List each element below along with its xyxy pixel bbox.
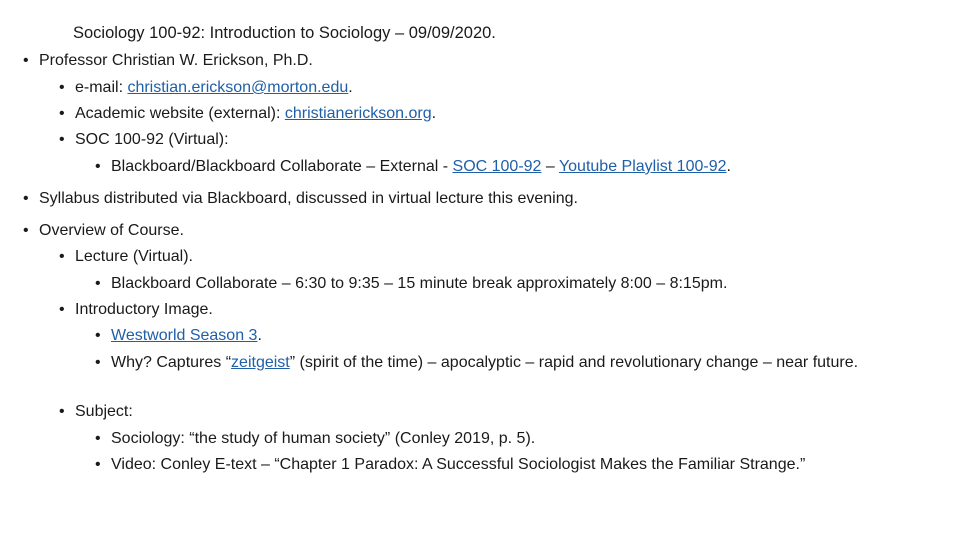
syllabus-item (23, 189, 578, 209)
lecture-text: Lecture (Virtual). (75, 248, 193, 265)
youtube-playlist-link[interactable]: Youtube Playlist 100-92 (558, 158, 727, 175)
bullet: • (23, 190, 29, 207)
westworld-item (95, 326, 262, 346)
collaborate-item (95, 274, 728, 294)
bullet: • (59, 79, 65, 96)
collaborate-text: Blackboard Collaborate – 6:30 to 9:35 – 15 minute break approximately 8:00 – 8:15pm. (111, 275, 728, 292)
bullet: • (95, 456, 101, 473)
bullet: • (95, 275, 101, 292)
professor-text: Professor Christian W. Erickson, Ph.D. (39, 52, 313, 69)
sociology-def-text: Sociology: “the study of human society” (Conley 2019, p. 5). (111, 430, 536, 447)
subject-item (59, 402, 133, 422)
video-text: Video: Conley E-text – “Chapter 1 Paradox: A Successful Sociologist Makes the Familiar Strange.” (111, 456, 806, 473)
blackboard-after: . (726, 158, 731, 175)
slide-title: Sociology 100-92: Introduction to Sociology – 09/09/2020. (73, 24, 496, 42)
intro-image-text: Introductory Image. (75, 301, 213, 318)
westworld-link[interactable]: Westworld Season 3 (111, 327, 258, 344)
overview-text: Overview of Course. (39, 222, 184, 239)
subject-text: Subject: (75, 403, 133, 420)
blackboard-mid: – (541, 158, 559, 175)
blackboard-label: Blackboard/Blackboard Collaborate – External - (111, 158, 453, 175)
bullet: • (59, 105, 65, 122)
soc-text: SOC 100-92 (Virtual): (75, 131, 229, 148)
sociology-def-item (95, 429, 536, 449)
bullet: • (59, 403, 65, 420)
video-item (95, 455, 806, 475)
email-link[interactable]: christian.erickson@morton.edu (127, 79, 349, 96)
why-before: Why? Captures “ (111, 354, 232, 371)
zeitgeist-link[interactable]: zeitgeist (231, 354, 290, 371)
bullet: • (59, 131, 65, 148)
intro-image-item (59, 300, 213, 320)
syllabus-text: Syllabus distributed via Blackboard, discussed in virtual lecture this evening. (39, 190, 578, 207)
why-after: ” (spirit of the time) – apocalyptic – rapid and revolutionary change – near future. (289, 354, 859, 371)
bullet: • (59, 248, 65, 265)
bullet: • (59, 301, 65, 318)
website-after: . (431, 105, 437, 122)
bullet: • (95, 158, 101, 175)
blackboard-item (95, 157, 731, 177)
bullet: • (95, 354, 101, 371)
professor-item (23, 51, 313, 71)
email-item (59, 78, 353, 98)
bullet: • (95, 327, 101, 344)
soc-course-link[interactable]: SOC 100-92 (452, 158, 542, 175)
email-after: . (348, 79, 353, 96)
bullet: • (23, 52, 29, 69)
westworld-after: . (257, 327, 262, 344)
email-label: e-mail: (75, 79, 128, 96)
lecture-item (59, 247, 193, 267)
soc-item (59, 130, 229, 150)
bullet: • (95, 430, 101, 447)
bullet: • (23, 222, 29, 239)
overview-item (23, 221, 184, 241)
website-item (59, 104, 437, 124)
website-link[interactable]: christianerickson.org (284, 105, 432, 122)
website-label: Academic website (external): (75, 105, 285, 122)
why-item (95, 353, 931, 373)
